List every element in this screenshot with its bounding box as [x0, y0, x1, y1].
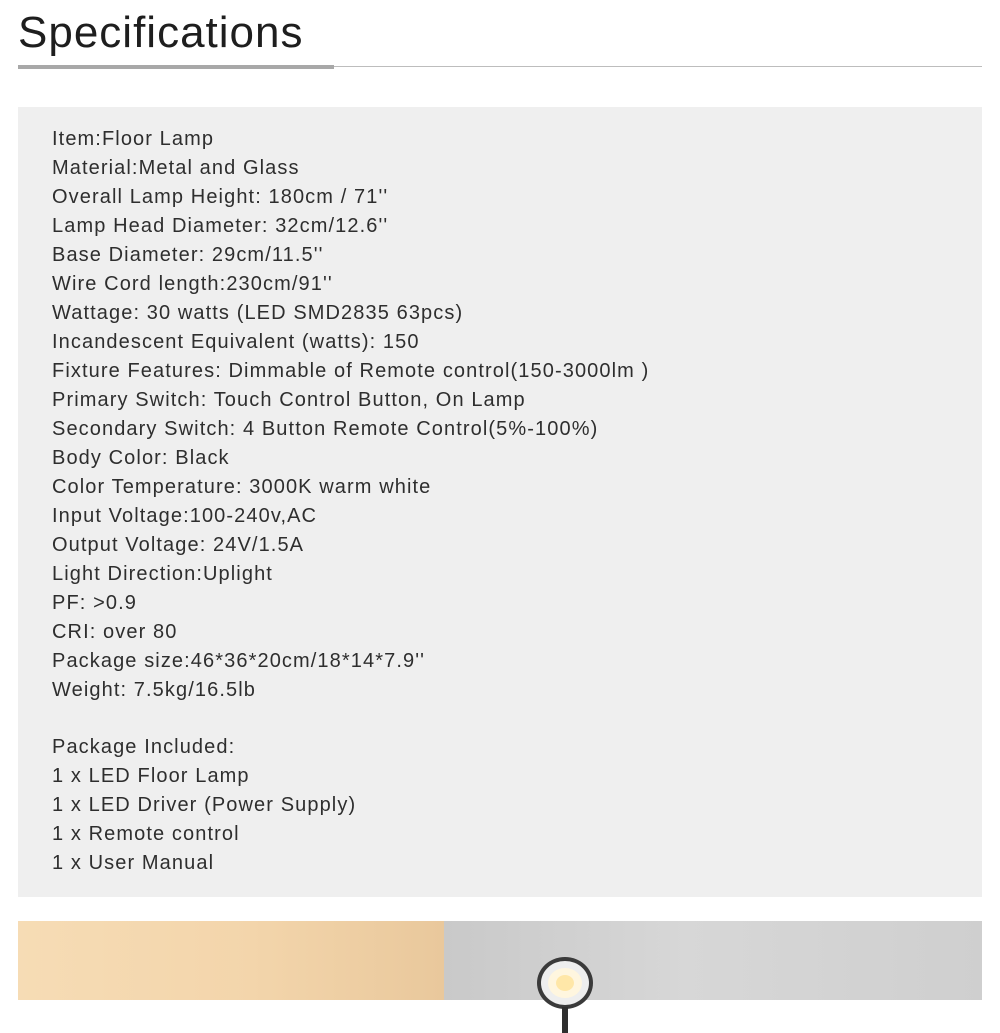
spec-item: Output Voltage: 24V/1.5A [52, 534, 305, 556]
spec-item: Incandescent Equivalent (watts): 150 [52, 331, 420, 353]
floor-lamp-head-icon [532, 943, 598, 1033]
spec-item: Item:Floor Lamp [52, 128, 215, 150]
spec-item: CRI: over 80 [52, 621, 178, 643]
package-heading: Package Included: [52, 736, 236, 758]
package-item: 1 x User Manual [52, 852, 215, 874]
spec-item: Fixture Features: Dimmable of Remote control(150-3000lm ) [52, 360, 650, 382]
spec-item: Primary Switch: Touch Control Button, On Lamp [52, 389, 526, 411]
package-included-section [52, 733, 356, 878]
spec-item: Material:Metal and Glass [52, 157, 300, 179]
spec-item: Wire Cord length:230cm/91'' [52, 273, 333, 295]
spec-item: Package size:46*36*20cm/18*14*7.9'' [52, 650, 426, 672]
spec-item: Lamp Head Diameter: 32cm/12.6'' [52, 215, 389, 237]
page-header [18, 0, 982, 70]
package-item: 1 x Remote control [52, 823, 240, 845]
specifications-list [52, 125, 649, 705]
header-accent-bar [18, 65, 334, 69]
spec-item: Secondary Switch: 4 Button Remote Control(5%-100%) [52, 418, 599, 440]
spec-item: Color Temperature: 3000K warm white [52, 476, 432, 498]
spec-item: Light Direction:Uplight [52, 563, 273, 585]
product-photo-strip [18, 921, 982, 1000]
spec-item: Body Color: Black [52, 447, 230, 469]
specifications-panel [18, 107, 982, 897]
lamp-head-photo [444, 921, 982, 1000]
warm-light-photo [18, 921, 444, 1000]
package-item: 1 x LED Floor Lamp [52, 765, 250, 787]
spec-item: Input Voltage:100-240v,AC [52, 505, 318, 527]
spec-item: PF: >0.9 [52, 592, 137, 614]
package-item: 1 x LED Driver (Power Supply) [52, 794, 357, 816]
page-title: Specifications [18, 8, 304, 57]
spec-item: Weight: 7.5kg/16.5lb [52, 679, 256, 701]
spec-item: Overall Lamp Height: 180cm / 71'' [52, 186, 389, 208]
spec-item: Base Diameter: 29cm/11.5'' [52, 244, 324, 266]
spec-item: Wattage: 30 watts (LED SMD2835 63pcs) [52, 302, 464, 324]
